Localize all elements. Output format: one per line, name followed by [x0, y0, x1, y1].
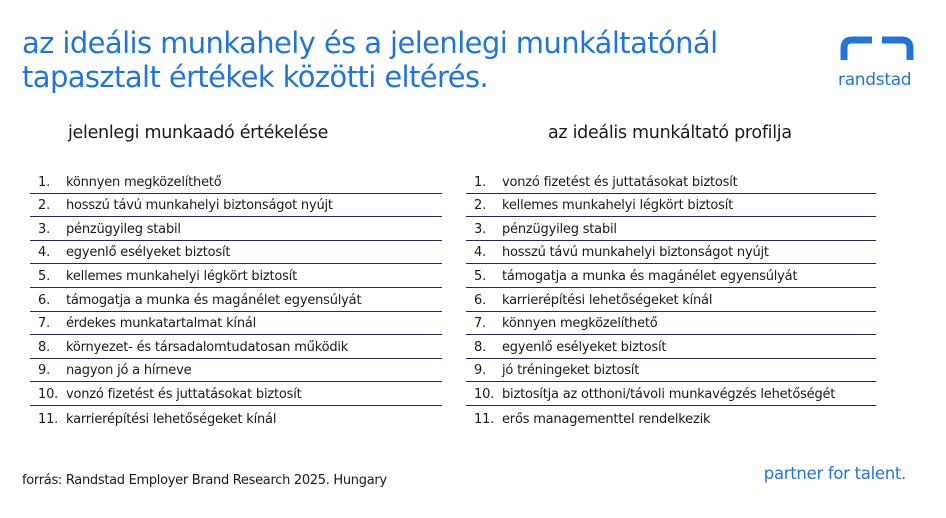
ideal-employer-list: [466, 170, 876, 430]
list-item: [466, 288, 876, 312]
item-text: kellemes munkahelyi légkört biztosít: [66, 268, 298, 284]
item-text: karrierépítési lehetőségeket kínál: [66, 411, 277, 427]
item-text: hosszú távú munkahelyi biztonságot nyújt: [502, 245, 769, 261]
item-number: 3.: [38, 221, 51, 237]
item-text: egyenlő esélyeket biztosít: [66, 245, 231, 261]
item-text: karrierépítési lehetőségeket kínál: [502, 292, 713, 308]
item-text: támogatja a munka és magánélet egyensúlyát: [502, 268, 798, 284]
current-employer-column: [30, 120, 442, 430]
tagline: partner for talent.: [763, 464, 906, 483]
item-text: támogatja a munka és magánélet egyensúlyát: [66, 292, 362, 308]
list-item: [30, 359, 442, 383]
item-number: 7.: [38, 316, 51, 332]
item-number: 5.: [474, 268, 487, 284]
item-text: könnyen megközelíthető: [502, 316, 658, 332]
list-item: [30, 194, 442, 218]
list-item: [466, 194, 876, 218]
item-text: erős managementtel rendelkezik: [502, 411, 711, 427]
list-item: [30, 312, 442, 336]
randstad-logo: [838, 34, 916, 90]
list-item: [466, 217, 876, 241]
list-item: [30, 170, 442, 194]
item-number: 10.: [474, 386, 495, 402]
item-text: nagyon jó a hírneve: [66, 363, 192, 379]
item-number: 11.: [474, 411, 495, 427]
title-line-2: tapasztalt értékek közötti eltérés.: [22, 60, 489, 94]
item-number: 6.: [474, 292, 487, 308]
item-number: 7.: [474, 316, 487, 332]
item-text: pénzügyileg stabil: [66, 221, 181, 237]
item-number: 10.: [38, 386, 59, 402]
source-note: forrás: Randstad Employer Brand Research 2025. Hungary: [22, 473, 387, 488]
ideal-employer-column: [466, 120, 876, 430]
list-item: [30, 264, 442, 288]
item-number: 5.: [38, 268, 51, 284]
item-number: 2.: [474, 198, 487, 214]
list-item: [30, 288, 442, 312]
item-number: 4.: [474, 245, 487, 261]
item-text: környezet- és társadalomtudatosan működik: [66, 339, 349, 355]
list-item: [466, 170, 876, 194]
item-number: 4.: [38, 245, 51, 261]
item-text: hosszú távú munkahelyi biztonságot nyújt: [66, 198, 333, 214]
item-number: 8.: [474, 339, 487, 355]
item-text: biztosítja az otthoni/távoli munkavégzés lehetőségét: [502, 386, 836, 402]
current-employer-list: [30, 170, 442, 430]
list-item: [466, 335, 876, 359]
logo-wordmark: randstad: [838, 70, 912, 90]
list-item: [466, 312, 876, 336]
list-item: [30, 382, 442, 406]
item-number: 1.: [38, 174, 51, 190]
item-text: vonzó fizetést és juttatásokat biztosít: [502, 174, 738, 190]
item-text: érdekes munkatartalmat kínál: [66, 316, 257, 332]
item-text: jó tréningeket biztosít: [502, 363, 640, 379]
ideal-employer-heading: az ideális munkáltató profilja: [548, 123, 792, 143]
list-item: [466, 406, 876, 430]
item-number: 2.: [38, 198, 51, 214]
list-item: [466, 382, 876, 406]
list-item: [466, 241, 876, 265]
randstad-logo-icon: [840, 34, 914, 64]
item-text: vonzó fizetést és juttatásokat biztosít: [66, 386, 302, 402]
title-line-1: az ideális munkahely és a jelenlegi munkáltatónál: [22, 26, 718, 60]
item-text: könnyen megközelíthető: [66, 174, 222, 190]
item-number: 1.: [474, 174, 487, 190]
item-text: kellemes munkahelyi légkört biztosít: [502, 198, 734, 214]
list-item: [466, 264, 876, 288]
item-text: egyenlő esélyeket biztosít: [502, 339, 667, 355]
item-text: pénzügyileg stabil: [502, 221, 617, 237]
item-number: 11.: [38, 411, 59, 427]
item-number: 6.: [38, 292, 51, 308]
list-item: [30, 217, 442, 241]
list-item: [30, 335, 442, 359]
item-number: 8.: [38, 339, 51, 355]
current-employer-heading: jelenlegi munkaadó értékelése: [68, 123, 329, 143]
page-title: [22, 26, 742, 94]
item-number: 9.: [474, 363, 487, 379]
list-item: [30, 406, 442, 430]
item-number: 3.: [474, 221, 487, 237]
list-item: [466, 359, 876, 383]
list-item: [30, 241, 442, 265]
item-number: 9.: [38, 363, 51, 379]
